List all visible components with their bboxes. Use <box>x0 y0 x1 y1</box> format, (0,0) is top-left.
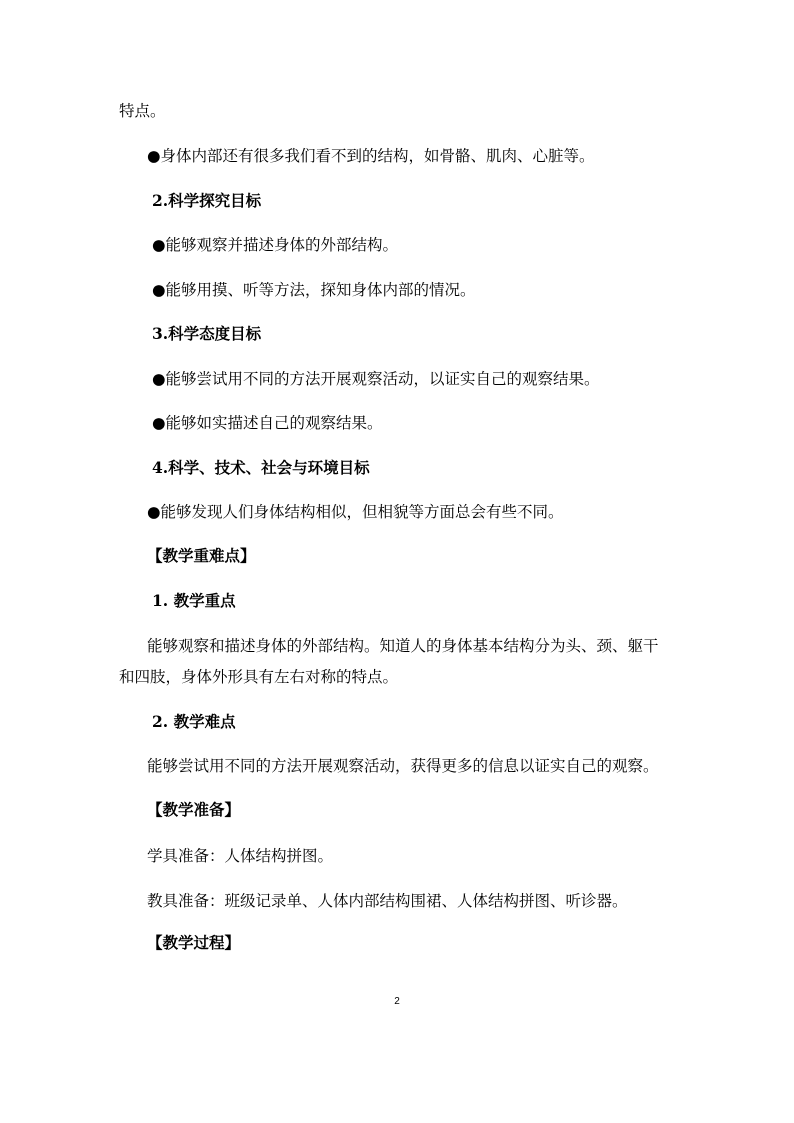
bullet-touch-listen: ●能够用摸、听等方法，探知身体内部的情况。 <box>152 281 476 299</box>
heading-science-inquiry-goal: 2.科学探究目标 <box>152 191 262 210</box>
bullet-internal-structures: ●身体内部还有很多我们看不到的结构，如骨骼、肌肉、心脏等。 <box>147 147 595 165</box>
paragraph-focus-line-2: 和四肢，身体外形具有左右对称的特点。 <box>119 668 399 686</box>
text-line-continuation: 特点。 <box>119 102 166 120</box>
page-number: 2 <box>394 996 400 1007</box>
student-materials: 学具准备：人体结构拼图。 <box>147 847 334 865</box>
paragraph-difficulty: 能够尝试用不同的方法开展观察活动，获得更多的信息以证实自己的观察。 <box>147 757 659 775</box>
bullet-observe-external: ●能够观察并描述身体的外部结构。 <box>152 236 399 254</box>
paragraph-focus-line-1: 能够观察和描述身体的外部结构。知道人的身体基本结构分为头、颈、躯干 <box>147 637 659 655</box>
heading-teaching-focus: 1. 教学重点 <box>152 591 236 610</box>
bullet-describe-results: ●能够如实描述自己的观察结果。 <box>152 414 383 432</box>
heading-sts-goal: 4.科学、技术、社会与环境目标 <box>152 458 370 477</box>
bullet-differences: ●能够发现人们身体结构相似，但相貌等方面总会有些不同。 <box>147 503 564 521</box>
heading-science-attitude-goal: 3.科学态度目标 <box>152 324 262 343</box>
bullet-try-methods: ●能够尝试用不同的方法开展观察活动，以证实自己的观察结果。 <box>152 370 600 388</box>
section-key-points: 【教学重难点】 <box>147 546 256 565</box>
section-preparation: 【教学准备】 <box>147 800 241 819</box>
section-teaching-process: 【教学过程】 <box>147 933 241 952</box>
teacher-materials: 教具准备：班级记录单、人体内部结构围裙、人体结构拼图、听诊器。 <box>147 892 628 910</box>
heading-teaching-difficulty: 2. 教学难点 <box>152 712 236 731</box>
